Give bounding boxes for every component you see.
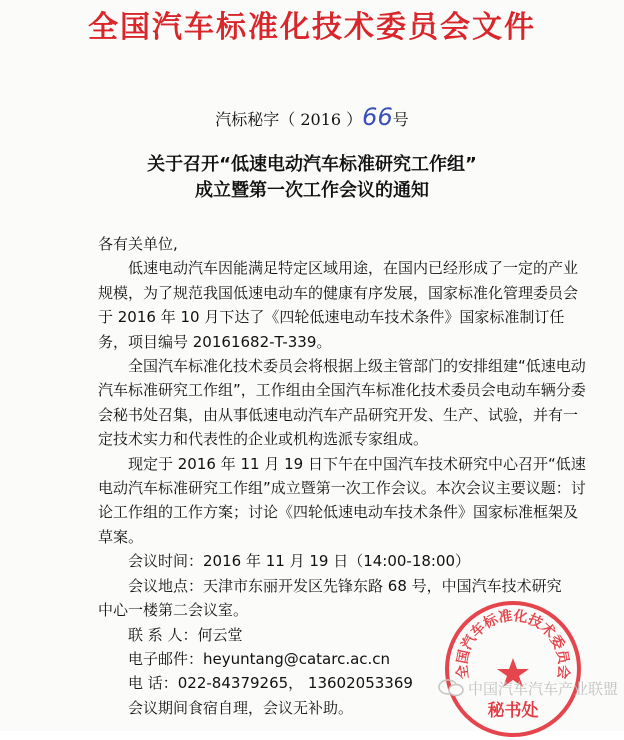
doc-number-prefix: 汽标秘字（ 2016 ）	[215, 110, 363, 129]
document-header: 全国汽车标准化技术委员会文件	[88, 10, 536, 45]
salutation: 各有关单位,	[98, 235, 178, 253]
wechat-icon	[438, 678, 464, 698]
watermark-text: 中国汽车汽车产业联盟	[468, 679, 619, 698]
meeting-place-cont: 中心一楼第二会议室。	[98, 601, 249, 620]
contact-person: 联 系 人：何云堂	[128, 625, 243, 644]
meeting-time: 会议时间：2016 年 11 月 19 日（14:00-18:00）	[128, 552, 471, 571]
paragraph-2: 全国汽车标准化技术委员会将根据上级主管部门的安排组建“低速电动汽车标准研究工作组”，工作组由全国汽车标准化技术委员会电动车辆分委会秘书处召集，由从事低速电动汽车产品研究开发、生产、试验，并有一定技术实力和代表性的企业或机构选派专家组成。	[98, 357, 586, 449]
contact-email: 电子邮件：heyuntang@catarc.ac.cn	[128, 649, 391, 668]
contact-phone: 电 话：022-84379265， 13602053369	[128, 674, 413, 693]
paragraph-3: 现定于 2016 年 11 月 19 日下午在中国汽车技术研究中心召开“低速电动汽车标准研究工作组”成立暨第一次工作会议。本次会议主要议题：讨论工作组的工作方案；讨论《四轮低速电动车技术条件》国家标准框架及草案。	[98, 454, 586, 546]
seal-ring-text: 全国汽车标准化技术委员会	[454, 608, 572, 680]
seal-center-text: 秘书处	[487, 701, 539, 721]
official-seal	[442, 598, 584, 740]
meeting-note: 会议期间食宿自理，会议无补助。	[128, 698, 354, 717]
watermark	[438, 674, 624, 702]
document-number	[0, 103, 624, 131]
title-line-2: 成立暨第一次工作会议的通知	[195, 180, 429, 201]
meeting-place: 会议地点：天津市东丽开发区先锋东路 68 号，中国汽车技术研究	[128, 576, 562, 595]
doc-number-suffix: 号	[392, 110, 409, 129]
title-line-1: 关于召开“低速电动汽车标准研究工作组”	[147, 154, 477, 175]
paragraph-1: 低速电动汽车因能满足特定区域用途，在国内已经形成了一定的产业规模，为了规范我国低速电动车的健康有序发展，国家标准化管理委员会于 2016 年 10 月下达了《四轮低速电动车技术条件》国家标准制订任务，项目编号 20161682-T-339。	[98, 259, 579, 351]
doc-number-handwritten: 66	[362, 103, 393, 131]
